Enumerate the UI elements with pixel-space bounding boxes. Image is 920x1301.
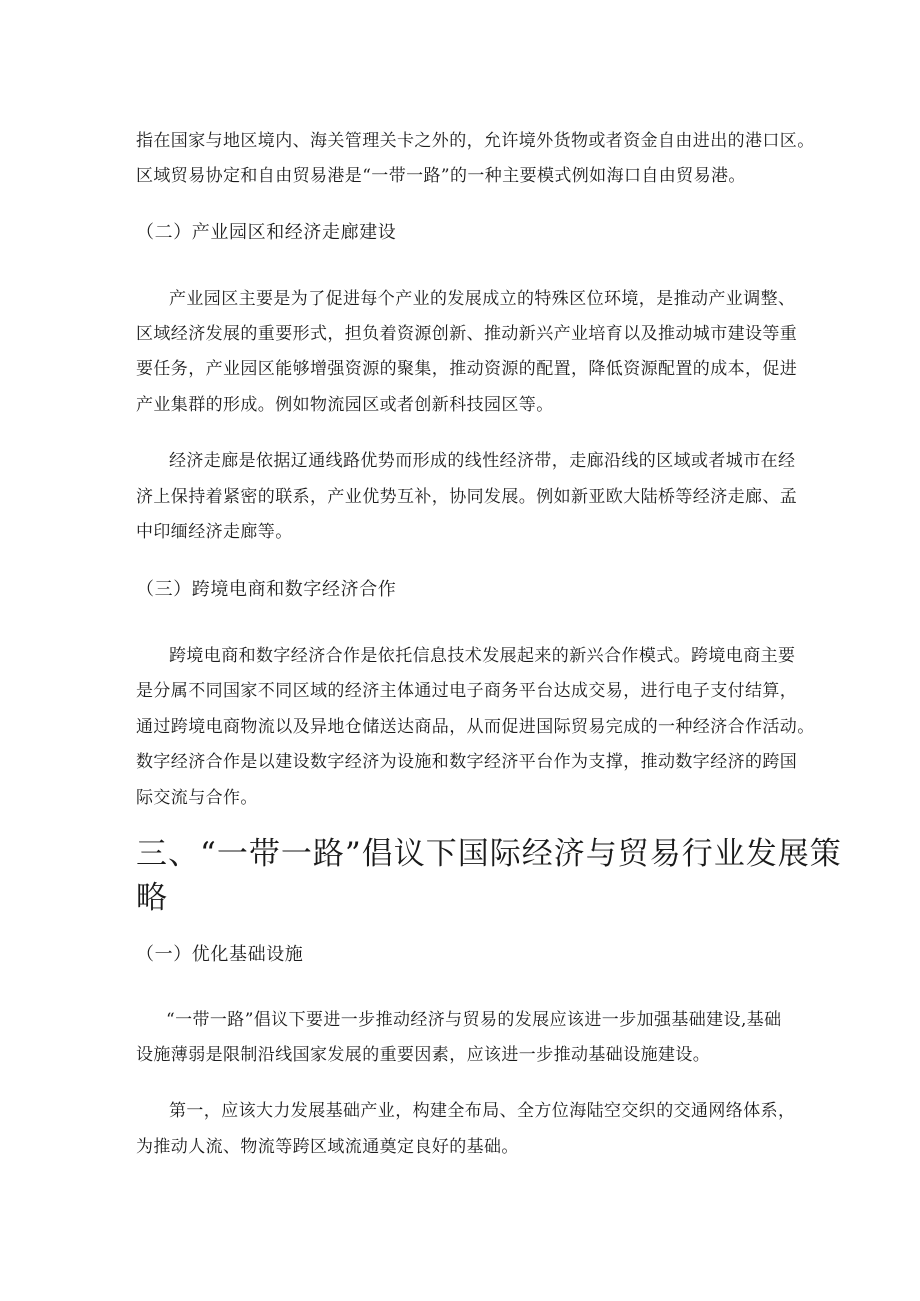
text-line: “一带一路”倡议下要进一步推动经济与贸易的发展应该进一步加强基础建设,基础: [166, 1010, 782, 1030]
text-line: 际交流与合作。: [136, 788, 258, 808]
text-line: 经济走廊是依据辽通线路优势而形成的线性经济带，走廊沿线的区域或者城市在经: [169, 451, 796, 471]
section-heading-line: 三、“一带一路”倡议下国际经济与贸易行业发展策: [136, 836, 842, 872]
text-line: 设施薄弱是限制沿线国家发展的重要因素，应该进一步推动基础设施建设。: [136, 1045, 711, 1065]
subheading-cross-border-ecommerce: （三）跨境电商和数字经济合作: [136, 579, 397, 600]
text-line: 济上保持着紧密的联系，产业优势互补，协同发展。例如新亚欧大陆桥等经济走廊、孟: [136, 487, 798, 507]
text-line: 要任务，产业园区能够增强资源的聚集，推动资源的配置，降低资源配置的成本，促进: [136, 359, 798, 379]
text-line: 跨境电商和数字经济合作是依托信息技术发展起来的新兴合作模式。跨境电商主要: [169, 646, 796, 666]
subheading-industrial-parks: （二）产业园区和经济走廊建设: [136, 222, 397, 243]
text-line: 是分属不同国家不同区域的经济主体通过电子商务平台达成交易，进行电子支付结算，: [136, 681, 798, 701]
text-line: 通过跨境电商物流以及异地仓储送达商品，从而促进国际贸易完成的一种经济合作活动。: [136, 717, 815, 737]
text-line: 第一，应该大力发展基础产业，构建全布局、全方位海陆空交织的交通网络体系，: [169, 1101, 796, 1121]
text-line: 指在国家与地区境内、海关管理关卡之外的，允许境外货物或者资金自由进出的港口区。: [136, 131, 815, 151]
text-line: 区域经济发展的重要形式，担负着资源创新、推动新兴产业培育以及推动城市建设等重: [136, 324, 798, 344]
text-line: 数字经济合作是以建设数字经济为设施和数字经济平台作为支撑，推动数字经济的跨国: [136, 752, 798, 772]
text-line: 区域贸易协定和自由贸易港是“一带一路”的一种主要模式例如海口自由贸易港。: [136, 166, 746, 186]
text-line: 产业集群的形成。例如物流园区或者创新科技园区等。: [136, 395, 554, 415]
section-heading-line: 略: [136, 880, 168, 916]
text-line: 中印缅经济走廊等。: [136, 522, 293, 542]
text-line: 为推动人流、物流等跨区域流通奠定良好的基础。: [136, 1137, 519, 1157]
subheading-infrastructure: （一）优化基础设施: [136, 944, 304, 965]
text-line: 产业园区主要是为了促进每个产业的发展成立的特殊区位环境，是推动产业调整、: [169, 289, 796, 309]
